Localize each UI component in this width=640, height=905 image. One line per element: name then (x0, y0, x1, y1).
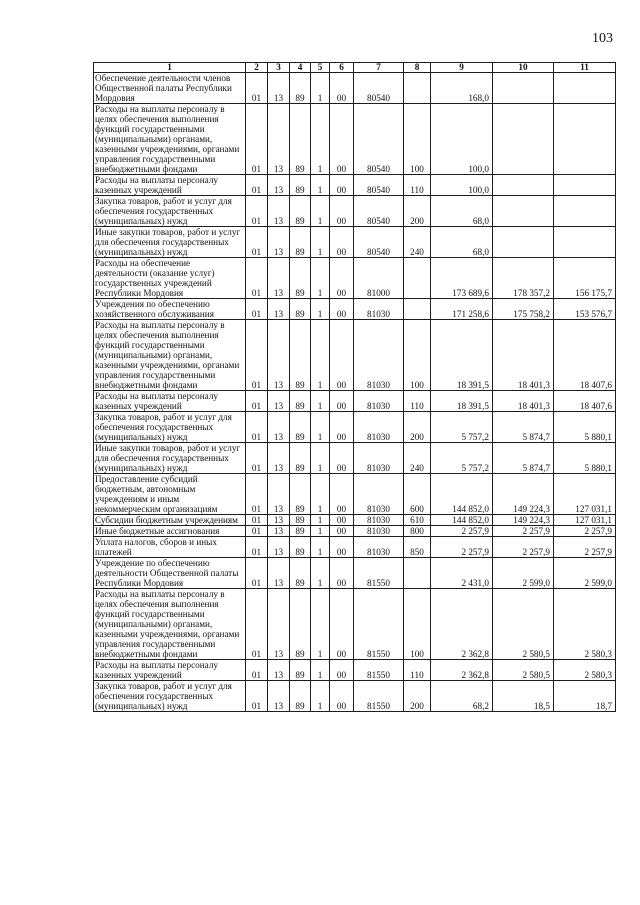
amount-year-1: 68,0 (431, 196, 493, 227)
event-code: 00 (330, 299, 354, 320)
table-row (94, 391, 616, 412)
column-header: 5 (311, 63, 330, 73)
section-code: 01 (246, 412, 268, 443)
program-code: 89 (290, 320, 311, 391)
expense-type-code: 610 (404, 515, 431, 526)
program-code: 89 (290, 299, 311, 320)
event-code: 00 (330, 104, 354, 175)
row-label: Расходы на выплаты персоналу казенных учреждений (94, 391, 246, 412)
page-number: 103 (592, 31, 613, 46)
expense-type-code (404, 558, 431, 589)
program-code: 89 (290, 558, 311, 589)
event-code: 00 (330, 660, 354, 681)
section-code: 01 (246, 443, 268, 474)
program-code: 89 (290, 175, 311, 196)
row-label: Субсидии бюджетным учреждениям (94, 515, 246, 526)
table-row (94, 589, 616, 660)
subprogram-code: 1 (311, 515, 330, 526)
amount-year-3 (554, 227, 616, 258)
event-code: 00 (330, 391, 354, 412)
amount-year-1: 168,0 (431, 73, 493, 104)
expense-direction-code: 81550 (354, 558, 404, 589)
event-code: 00 (330, 320, 354, 391)
amount-year-3: 2 257,9 (554, 537, 616, 558)
event-code: 00 (330, 537, 354, 558)
amount-year-1: 2 257,9 (431, 537, 493, 558)
subsection-code: 13 (268, 589, 290, 660)
section-code: 01 (246, 515, 268, 526)
row-label: Расходы на выплаты персоналу в целях обеспечения выполнения функций государственными (муниципальными) органами, казенными учреждениями, органами управления государственными внебюджетными фондами (94, 589, 246, 660)
expense-direction-code: 81000 (354, 258, 404, 299)
expense-direction-code: 80540 (354, 73, 404, 104)
subprogram-code: 1 (311, 443, 330, 474)
subsection-code: 13 (268, 681, 290, 712)
amount-year-2: 2 580,5 (493, 660, 554, 681)
subsection-code: 13 (268, 537, 290, 558)
section-code: 01 (246, 660, 268, 681)
subprogram-code: 1 (311, 660, 330, 681)
subsection-code: 13 (268, 515, 290, 526)
event-code: 00 (330, 558, 354, 589)
expense-type-code: 200 (404, 412, 431, 443)
table-row (94, 660, 616, 681)
subsection-code: 13 (268, 558, 290, 589)
amount-year-3 (554, 175, 616, 196)
table-row (94, 558, 616, 589)
amount-year-1: 100,0 (431, 175, 493, 196)
amount-year-2: 18 401,3 (493, 391, 554, 412)
program-code: 89 (290, 681, 311, 712)
amount-year-1: 68,2 (431, 681, 493, 712)
event-code: 00 (330, 515, 354, 526)
section-code: 01 (246, 474, 268, 515)
section-code: 01 (246, 227, 268, 258)
program-code: 89 (290, 104, 311, 175)
table-row (94, 443, 616, 474)
amount-year-1: 2 257,9 (431, 526, 493, 537)
subsection-code: 13 (268, 443, 290, 474)
section-code: 01 (246, 526, 268, 537)
expense-direction-code: 81030 (354, 526, 404, 537)
expense-direction-code: 80540 (354, 104, 404, 175)
subsection-code: 13 (268, 227, 290, 258)
subprogram-code: 1 (311, 526, 330, 537)
amount-year-2: 5 874,7 (493, 443, 554, 474)
expense-direction-code: 80540 (354, 175, 404, 196)
table-row (94, 320, 616, 391)
program-code: 89 (290, 258, 311, 299)
column-header: 8 (404, 63, 431, 73)
amount-year-2: 2 580,5 (493, 589, 554, 660)
expense-type-code: 200 (404, 681, 431, 712)
program-code: 89 (290, 660, 311, 681)
row-label: Учреждение по обеспечению деятельности Общественной палаты Республики Мордовия (94, 558, 246, 589)
amount-year-1: 18 391,5 (431, 320, 493, 391)
row-label: Иные закупки товаров, работ и услуг для обеспечения государственных (муниципальных) нужд (94, 443, 246, 474)
amount-year-3: 18 407,6 (554, 391, 616, 412)
amount-year-3: 153 576,7 (554, 299, 616, 320)
row-label: Закупка товаров, работ и услуг для обеспечения государственных (муниципальных) нужд (94, 681, 246, 712)
table-body (94, 73, 616, 712)
subsection-code: 13 (268, 391, 290, 412)
expense-type-code: 240 (404, 443, 431, 474)
row-label: Иные бюджетные ассигнования (94, 526, 246, 537)
row-label: Иные закупки товаров, работ и услуг для обеспечения государственных (муниципальных) нужд (94, 227, 246, 258)
section-code: 01 (246, 681, 268, 712)
expense-direction-code: 80540 (354, 196, 404, 227)
subprogram-code: 1 (311, 589, 330, 660)
expense-direction-code: 81030 (354, 515, 404, 526)
expense-direction-code: 81030 (354, 412, 404, 443)
event-code: 00 (330, 227, 354, 258)
amount-year-2 (493, 73, 554, 104)
section-code: 01 (246, 258, 268, 299)
subprogram-code: 1 (311, 558, 330, 589)
program-code: 89 (290, 515, 311, 526)
amount-year-3: 156 175,7 (554, 258, 616, 299)
row-label: Расходы на выплаты персоналу в целях обеспечения выполнения функций государственными (муниципальными) органами, казенными учреждениями, органами управления государственными внебюджетными фондами (94, 104, 246, 175)
expense-type-code (404, 73, 431, 104)
table-row (94, 412, 616, 443)
row-label: Уплата налогов, сборов и иных платежей (94, 537, 246, 558)
expense-direction-code: 81030 (354, 537, 404, 558)
section-code: 01 (246, 175, 268, 196)
expense-type-code: 200 (404, 196, 431, 227)
row-label: Закупка товаров, работ и услуг для обеспечения государственных (муниципальных) нужд (94, 196, 246, 227)
column-header: 4 (290, 63, 311, 73)
subprogram-code: 1 (311, 474, 330, 515)
subprogram-code: 1 (311, 299, 330, 320)
amount-year-1: 144 852,0 (431, 474, 493, 515)
section-code: 01 (246, 104, 268, 175)
column-header: 11 (554, 63, 616, 73)
program-code: 89 (290, 443, 311, 474)
table-row (94, 196, 616, 227)
subprogram-code: 1 (311, 320, 330, 391)
amount-year-2 (493, 104, 554, 175)
amount-year-3: 5 880,1 (554, 443, 616, 474)
table-row (94, 474, 616, 515)
expense-type-code: 110 (404, 391, 431, 412)
subprogram-code: 1 (311, 196, 330, 227)
amount-year-3 (554, 196, 616, 227)
subsection-code: 13 (268, 73, 290, 104)
amount-year-2: 5 874,7 (493, 412, 554, 443)
event-code: 00 (330, 681, 354, 712)
subsection-code: 13 (268, 175, 290, 196)
event-code: 00 (330, 443, 354, 474)
subprogram-code: 1 (311, 175, 330, 196)
expense-direction-code: 81030 (354, 299, 404, 320)
amount-year-1: 2 362,8 (431, 589, 493, 660)
table-row (94, 227, 616, 258)
amount-year-1: 2 362,8 (431, 660, 493, 681)
subsection-code: 13 (268, 660, 290, 681)
amount-year-1: 171 258,6 (431, 299, 493, 320)
section-code: 01 (246, 320, 268, 391)
subsection-code: 13 (268, 196, 290, 227)
amount-year-1: 173 689,6 (431, 258, 493, 299)
row-label: Предоставление субсидий бюджетным, автономным учреждениям и иным некоммерческим организациям (94, 474, 246, 515)
program-code: 89 (290, 227, 311, 258)
table-row (94, 537, 616, 558)
program-code: 89 (290, 73, 311, 104)
row-label: Расходы на выплаты персоналу казенных учреждений (94, 660, 246, 681)
budget-table (93, 62, 616, 712)
amount-year-3 (554, 73, 616, 104)
subsection-code: 13 (268, 320, 290, 391)
amount-year-2: 149 224,3 (493, 474, 554, 515)
expense-type-code: 100 (404, 320, 431, 391)
expense-direction-code: 81030 (354, 391, 404, 412)
program-code: 89 (290, 196, 311, 227)
table-row (94, 73, 616, 104)
expense-type-code: 850 (404, 537, 431, 558)
section-code: 01 (246, 537, 268, 558)
expense-type-code: 600 (404, 474, 431, 515)
amount-year-3: 2 580,3 (554, 589, 616, 660)
expense-type-code: 100 (404, 589, 431, 660)
amount-year-3: 5 880,1 (554, 412, 616, 443)
table-row (94, 258, 616, 299)
amount-year-3: 127 031,1 (554, 474, 616, 515)
expense-direction-code: 81550 (354, 660, 404, 681)
amount-year-3: 18,7 (554, 681, 616, 712)
amount-year-2: 178 357,2 (493, 258, 554, 299)
header-row (94, 63, 616, 73)
expense-direction-code: 81030 (354, 320, 404, 391)
column-header: 10 (493, 63, 554, 73)
program-code: 89 (290, 537, 311, 558)
subprogram-code: 1 (311, 104, 330, 175)
row-label: Расходы на выплаты персоналу в целях обеспечения выполнения функций государственными (муниципальными) органами, казенными учреждениями, органами управления государственными внебюджетными фондами (94, 320, 246, 391)
amount-year-2 (493, 196, 554, 227)
amount-year-2 (493, 227, 554, 258)
amount-year-1: 2 431,0 (431, 558, 493, 589)
subsection-code: 13 (268, 104, 290, 175)
amount-year-1: 5 757,2 (431, 412, 493, 443)
event-code: 00 (330, 73, 354, 104)
event-code: 00 (330, 258, 354, 299)
amount-year-2: 18 401,3 (493, 320, 554, 391)
amount-year-2: 175 758,2 (493, 299, 554, 320)
amount-year-2: 2 257,9 (493, 537, 554, 558)
amount-year-2: 2 599,0 (493, 558, 554, 589)
row-label: Расходы на обеспечение деятельности (оказание услуг) государственных учреждений Республики Мордовия (94, 258, 246, 299)
event-code: 00 (330, 589, 354, 660)
column-header: 7 (354, 63, 404, 73)
amount-year-2: 2 257,9 (493, 526, 554, 537)
expense-direction-code: 81030 (354, 474, 404, 515)
amount-year-1: 144 852,0 (431, 515, 493, 526)
expense-type-code: 240 (404, 227, 431, 258)
expense-direction-code: 81550 (354, 681, 404, 712)
amount-year-1: 5 757,2 (431, 443, 493, 474)
program-code: 89 (290, 474, 311, 515)
expense-type-code: 110 (404, 660, 431, 681)
expense-type-code: 110 (404, 175, 431, 196)
event-code: 00 (330, 196, 354, 227)
expense-direction-code: 80540 (354, 227, 404, 258)
subprogram-code: 1 (311, 412, 330, 443)
amount-year-3: 2 580,3 (554, 660, 616, 681)
program-code: 89 (290, 589, 311, 660)
column-header: 2 (246, 63, 268, 73)
amount-year-1: 18 391,5 (431, 391, 493, 412)
amount-year-2: 149 224,3 (493, 515, 554, 526)
subprogram-code: 1 (311, 227, 330, 258)
row-label: Закупка товаров, работ и услуг для обеспечения государственных (муниципальных) нужд (94, 412, 246, 443)
subprogram-code: 1 (311, 258, 330, 299)
amount-year-1: 100,0 (431, 104, 493, 175)
amount-year-3: 18 407,6 (554, 320, 616, 391)
row-label: Обеспечение деятельности членов Общественной палаты Республики Мордовия (94, 73, 246, 104)
amount-year-3 (554, 104, 616, 175)
event-code: 00 (330, 474, 354, 515)
column-header: 6 (330, 63, 354, 73)
subprogram-code: 1 (311, 681, 330, 712)
amount-year-3: 2 599,0 (554, 558, 616, 589)
table-row (94, 175, 616, 196)
event-code: 00 (330, 175, 354, 196)
expense-type-code: 100 (404, 104, 431, 175)
expense-type-code: 800 (404, 526, 431, 537)
column-header: 9 (431, 63, 493, 73)
column-header: 3 (268, 63, 290, 73)
table-row (94, 299, 616, 320)
table-row (94, 515, 616, 526)
program-code: 89 (290, 412, 311, 443)
subsection-code: 13 (268, 299, 290, 320)
event-code: 00 (330, 412, 354, 443)
section-code: 01 (246, 558, 268, 589)
subprogram-code: 1 (311, 391, 330, 412)
table-row (94, 526, 616, 537)
amount-year-1: 68,0 (431, 227, 493, 258)
subsection-code: 13 (268, 412, 290, 443)
section-code: 01 (246, 196, 268, 227)
expense-direction-code: 81550 (354, 589, 404, 660)
subsection-code: 13 (268, 258, 290, 299)
amount-year-3: 2 257,9 (554, 526, 616, 537)
amount-year-3: 127 031,1 (554, 515, 616, 526)
amount-year-2: 18,5 (493, 681, 554, 712)
table-row (94, 104, 616, 175)
expense-direction-code: 81030 (354, 443, 404, 474)
row-label: Учреждения по обеспечению хозяйственного обслуживания (94, 299, 246, 320)
program-code: 89 (290, 526, 311, 537)
section-code: 01 (246, 589, 268, 660)
subsection-code: 13 (268, 474, 290, 515)
column-header: 1 (94, 63, 246, 73)
row-label: Расходы на выплаты персоналу казенных учреждений (94, 175, 246, 196)
event-code: 00 (330, 526, 354, 537)
amount-year-2 (493, 175, 554, 196)
section-code: 01 (246, 299, 268, 320)
subprogram-code: 1 (311, 73, 330, 104)
expense-type-code (404, 299, 431, 320)
subsection-code: 13 (268, 526, 290, 537)
table-row (94, 681, 616, 712)
program-code: 89 (290, 391, 311, 412)
expense-type-code (404, 258, 431, 299)
section-code: 01 (246, 391, 268, 412)
subprogram-code: 1 (311, 537, 330, 558)
section-code: 01 (246, 73, 268, 104)
